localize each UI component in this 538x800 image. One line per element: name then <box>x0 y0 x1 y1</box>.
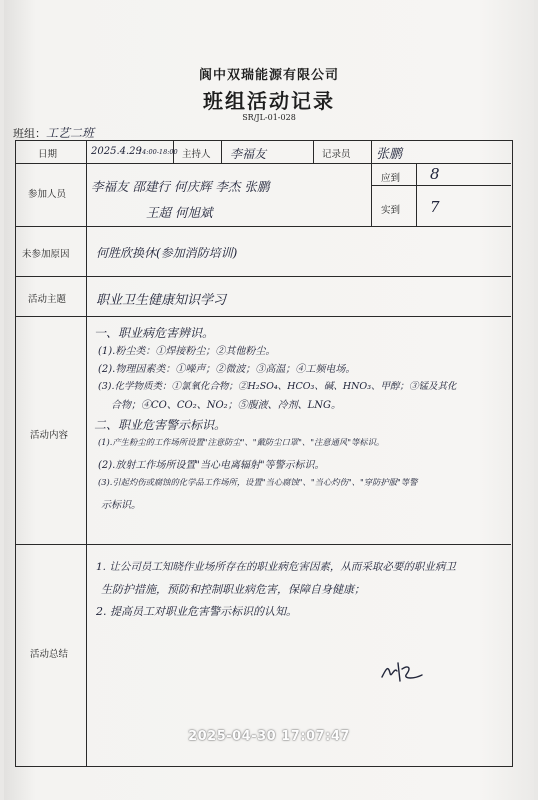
content-line: 示标识。 <box>101 500 141 511</box>
content-line: (3).化学物质类：①氯氧化合物；②H₂SO₄、HCO₃、碱、HNO₃、甲醇；③锰及其化 <box>98 381 457 392</box>
content-line: 一、职业病危害辨识。 <box>94 326 215 340</box>
host-label: 主持人 <box>182 149 211 160</box>
team-value: 工艺二班 <box>46 126 95 140</box>
team-label: 班组： <box>13 127 46 140</box>
page-title: 班组活动记录 <box>203 89 335 113</box>
absence-reason-value: 何胜欣换休(参加消防培训) <box>96 246 238 260</box>
topic-value: 职业卫生健康知识学习 <box>96 293 227 308</box>
recorder-label: 记录员 <box>322 149 351 160</box>
content-line: (1).粉尘类：①焊接粉尘；②其他粉尘。 <box>98 346 276 357</box>
content-line: (2).放射工作场所设置"当心电离辐射"等警示标识。 <box>98 460 325 471</box>
content-label: 活动内容 <box>30 430 69 441</box>
date-value: 2025.4.29 <box>91 146 142 157</box>
document-code: SR/JL-01-028 <box>242 113 296 122</box>
content-line: (2).物理因素类：①噪声；②微波；③高温；④工频电场。 <box>98 364 356 375</box>
topic-label: 活动主题 <box>28 294 67 305</box>
summary-label: 活动总结 <box>30 649 69 660</box>
content-line: (1).产生粉尘的工作场所设置"注意防尘"、"戴防尘口罩"、"注意通风"等标识。 <box>98 437 385 447</box>
team-field <box>13 124 94 141</box>
recorder-value: 张鹏 <box>376 147 403 162</box>
summary-line: 1. 让公司员工知晓作业场所存在的职业病危害因素，从而采取必要的职业病卫 <box>96 561 456 573</box>
content-line: (3).引起灼伤或腐蚀的化学品工作场所，设置"当心腐蚀"、"当心灼伤"、"穿防护服"等警 <box>98 477 418 487</box>
host-value: 李福友 <box>230 147 267 161</box>
attendees-label: 参加人员 <box>28 189 67 200</box>
actual-attend-value: 7 <box>430 198 440 216</box>
summary-line: 生防护措施，预防和控制职业病危害，保障自身健康； <box>101 583 365 596</box>
should-attend-value: 8 <box>430 165 440 183</box>
activity-form <box>15 140 513 767</box>
time-value: 14:00-18:00 <box>138 148 178 156</box>
photo-timestamp: 2025-04-30 17:07:47 <box>188 729 350 744</box>
date-label: 日期 <box>38 149 58 160</box>
content-line: 二、职业危害警示标识。 <box>94 418 227 432</box>
attendees-line-2: 王超 何旭斌 <box>146 205 213 220</box>
should-attend-label: 应到 <box>381 173 401 184</box>
absence-reason-label: 未参加原因 <box>22 249 70 260</box>
signature-mark <box>378 655 428 685</box>
attendees-line-1: 李福友 邵建行 何庆辉 李杰 张鹏 <box>91 179 270 194</box>
content-line: 合物；④CO、CO₂、NO₂；⑤腹液、冷剂、LNG。 <box>111 400 342 411</box>
company-name: 阆中双瑞能源有限公司 <box>198 68 339 83</box>
actual-attend-label: 实到 <box>381 205 401 216</box>
summary-line: 2. 提高员工对职业危害警示标识的认知。 <box>96 605 297 618</box>
